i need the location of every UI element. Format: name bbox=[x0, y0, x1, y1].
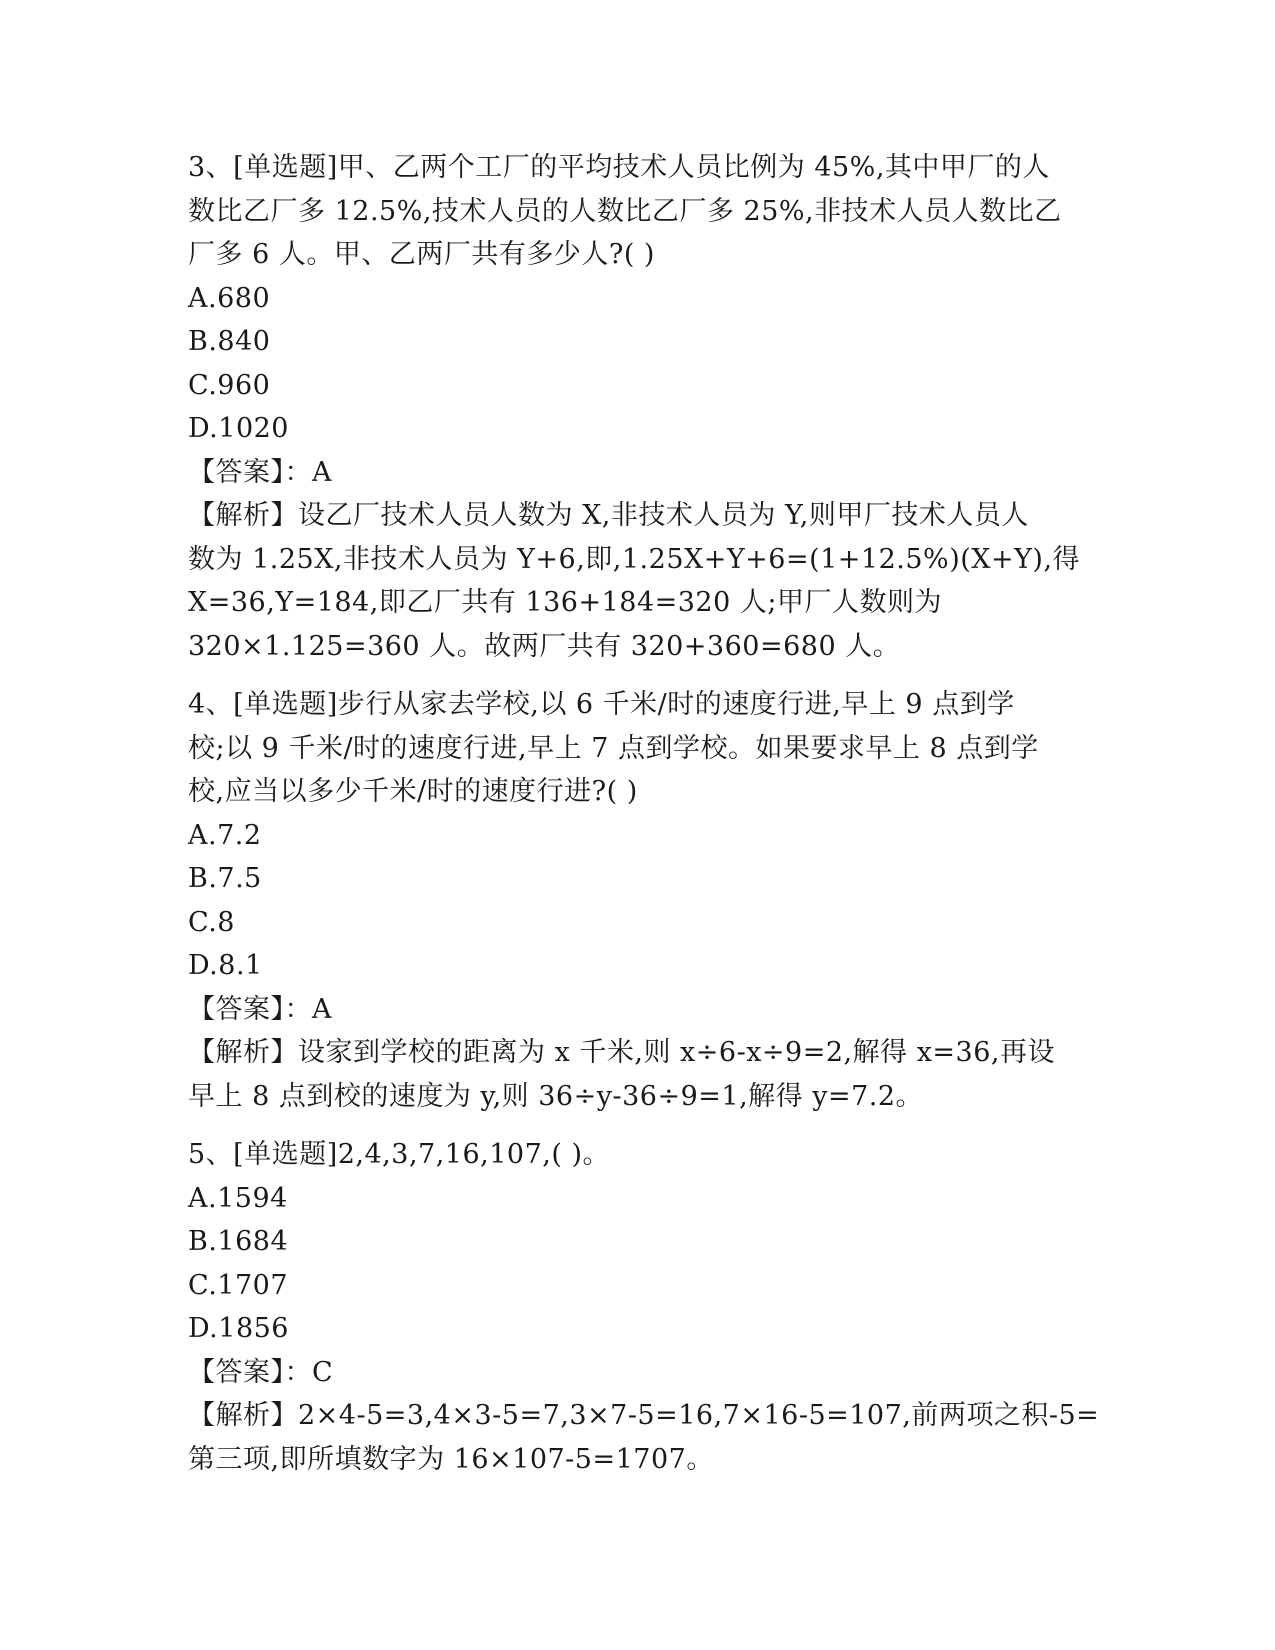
option-a: A.1594 bbox=[188, 1182, 288, 1214]
question-stem-line: 厂多 6 人。甲、乙两厂共有多少人?( ) bbox=[188, 239, 655, 270]
analysis-line: 【解析】设乙厂技术人员人数为 X,非技术人员为 Y,则甲厂技术人员人 bbox=[188, 500, 1029, 531]
analysis-line: 数为 1.25X,非技术人员为 Y+6,即,1.25X+Y+6=(1+12.5%)(X+Y),得 bbox=[188, 543, 1081, 575]
question-4 bbox=[188, 683, 1088, 1118]
option-a: A.7.2 bbox=[188, 819, 262, 851]
analysis-line: 第三项,即所填数字为 16×107-5=1707。 bbox=[188, 1443, 714, 1475]
question-stem-line: 3、[单选题]甲、乙两个工厂的平均技术人员比例为 45%,其中甲厂的人 bbox=[188, 152, 1050, 183]
analysis-line: 320×1.125=360 人。故两厂共有 320+360=680 人。 bbox=[188, 630, 901, 662]
option-c: C.1707 bbox=[188, 1269, 288, 1301]
option-d: D.1856 bbox=[188, 1313, 289, 1344]
question-stem-line: 5、[单选题]2,4,3,7,16,107,( )。 bbox=[188, 1139, 610, 1170]
question-stem-line: 4、[单选题]步行从家去学校,以 6 千米/时的速度行进,早上 9 点到学 bbox=[188, 689, 1015, 720]
option-c: C.8 bbox=[188, 906, 235, 938]
option-b: B.7.5 bbox=[188, 863, 262, 894]
option-a: A.680 bbox=[188, 282, 271, 314]
question-stem-line: 数比乙厂多 12.5%,技术人员的人数比乙厂多 25%,非技术人员人数比乙 bbox=[188, 195, 1062, 227]
option-d: D.8.1 bbox=[188, 950, 263, 981]
analysis-line: 【解析】设家到学校的距离为 x 千米,则 x÷6-x÷9=2,解得 x=36,再设 bbox=[188, 1037, 1055, 1068]
option-d: D.1020 bbox=[188, 413, 289, 444]
question-3 bbox=[188, 146, 1088, 668]
analysis-line: X=36,Y=184,即乙厂共有 136+184=320 人;甲厂人数则为 bbox=[188, 587, 942, 618]
option-b: B.840 bbox=[188, 326, 271, 357]
option-c: C.960 bbox=[188, 369, 271, 401]
analysis-line: 【解析】2×4-5=3,4×3-5=7,3×7-5=16,7×16-5=107,前两项之积-5= bbox=[188, 1400, 1100, 1431]
question-stem-line: 校,应当以多少千米/时的速度行进?( ) bbox=[188, 776, 638, 807]
answer-line: 【答案】：C bbox=[188, 1356, 334, 1388]
question-stem-line: 校;以 9 千米/时的速度行进,早上 7 点到学校。如果要求早上 8 点到学 bbox=[188, 732, 1039, 764]
question-5 bbox=[188, 1133, 1100, 1481]
answer-line: 【答案】：A bbox=[188, 993, 332, 1025]
analysis-line: 早上 8 点到校的速度为 y,则 36÷y-36÷9=1,解得 y=7.2。 bbox=[188, 1080, 924, 1112]
document-page bbox=[188, 146, 1100, 1481]
option-b: B.1684 bbox=[188, 1226, 289, 1257]
answer-line: 【答案】：A bbox=[188, 456, 332, 488]
